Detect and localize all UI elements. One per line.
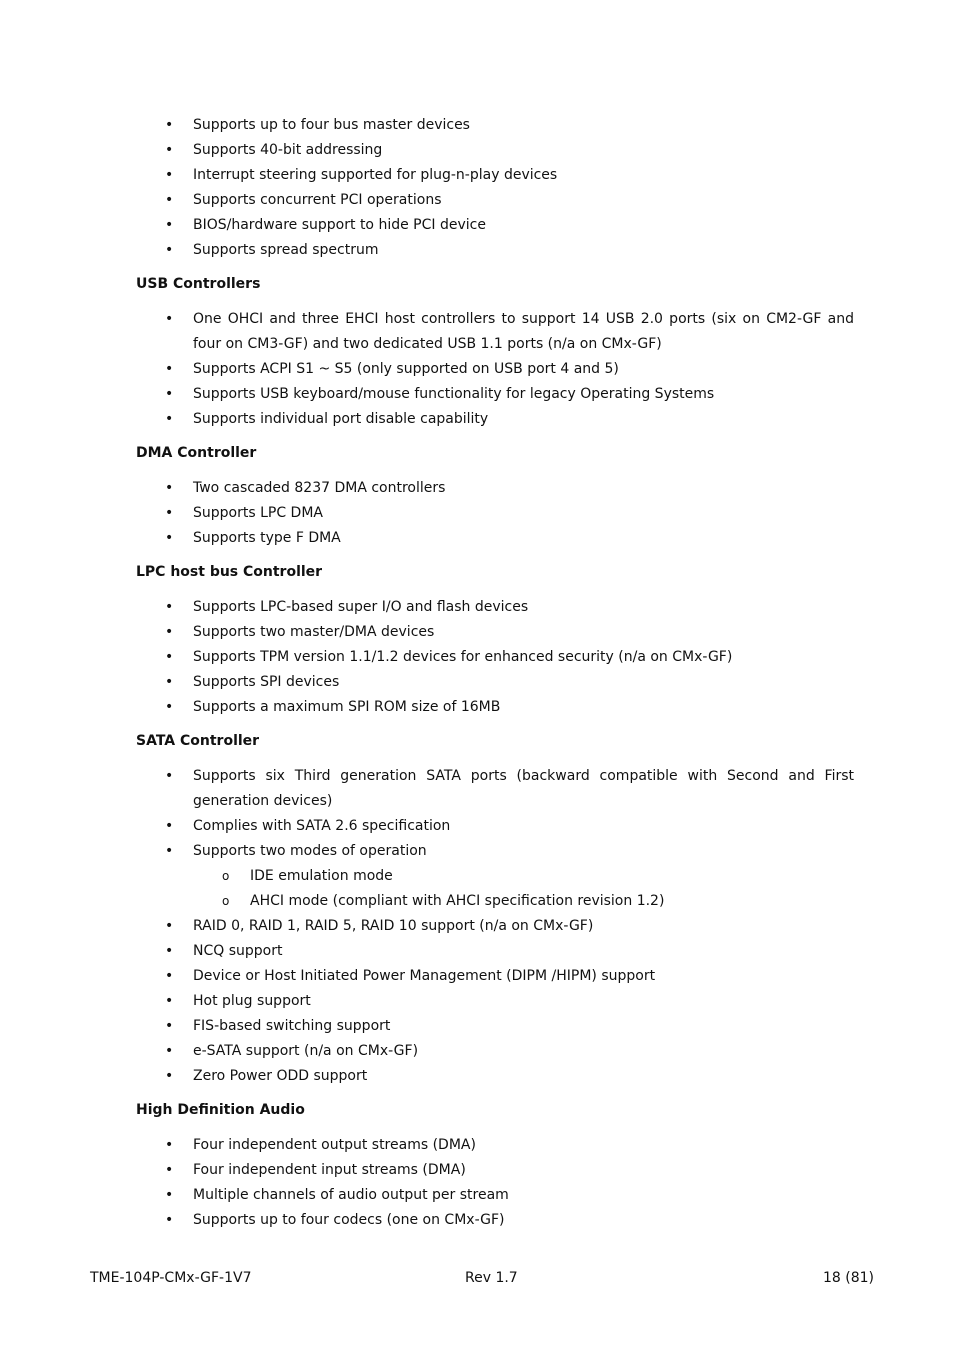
section-heading: USB Controllers (136, 276, 261, 292)
list-item-text: Supports individual port disable capability (193, 411, 489, 427)
bullet-icon: • (165, 649, 174, 665)
list-item (136, 113, 854, 138)
list-item (136, 964, 854, 989)
list-item (136, 163, 854, 188)
page-footer (90, 1267, 874, 1289)
bullet-icon: • (165, 167, 174, 183)
list-item-text: Complies with SATA 2.6 specification (193, 818, 451, 834)
list-item (136, 1208, 854, 1233)
list-item (136, 501, 854, 526)
circle-bullet-icon: o (222, 894, 230, 908)
section-heading: DMA Controller (136, 445, 257, 461)
list-item (136, 382, 854, 407)
list-item-text: Supports up to four codecs (one on CMx-GF) (193, 1212, 505, 1228)
bullet-icon: • (165, 117, 174, 133)
list-item (136, 764, 854, 814)
list-item (136, 814, 854, 839)
list-item (136, 357, 854, 382)
list-item (136, 939, 854, 964)
list-item (136, 989, 854, 1014)
bullet-icon: • (165, 968, 174, 984)
bullet-icon: • (165, 818, 174, 834)
bullet-icon: • (165, 242, 174, 258)
sub-list-item (136, 864, 854, 889)
list-item-text: Supports TPM version 1.1/1.2 devices for enhanced security (n/a on CMx-GF) (193, 649, 733, 665)
list-item (136, 839, 854, 864)
bullet-icon: • (165, 918, 174, 934)
list-item-text: Two cascaded 8237 DMA controllers (193, 480, 446, 496)
bullet-icon: • (165, 699, 174, 715)
list-item-text: Supports SPI devices (193, 674, 340, 690)
bullet-icon: • (165, 1043, 174, 1059)
list-item (136, 238, 854, 263)
list-item-text: Multiple channels of audio output per stream (193, 1187, 509, 1203)
section-heading: LPC host bus Controller (136, 564, 323, 580)
sub-list-item (136, 889, 854, 914)
list-item (136, 1014, 854, 1039)
bullet-icon: • (165, 192, 174, 208)
list-item (136, 526, 854, 551)
list-item (136, 670, 854, 695)
list-item (136, 1039, 854, 1064)
footer-doc-id: TME-104P-CMx-GF-1V7 (90, 1270, 252, 1286)
list-item-text: Supports 40-bit addressing (193, 142, 383, 158)
section-heading: SATA Controller (136, 733, 260, 749)
footer-revision: Rev 1.7 (465, 1270, 518, 1286)
list-item-text: Four independent input streams (DMA) (193, 1162, 466, 1178)
list-item-text: Zero Power ODD support (193, 1068, 368, 1084)
list-item-text: Interrupt steering supported for plug-n-play devices (193, 167, 558, 183)
bullet-icon: • (165, 361, 174, 377)
list-item-text: IDE emulation mode (250, 868, 393, 884)
list-item (136, 595, 854, 620)
list-item (136, 1158, 854, 1183)
list-item-text: e-SATA support (n/a on CMx-GF) (193, 1043, 419, 1059)
list-item (136, 307, 854, 357)
bullet-icon: • (165, 386, 174, 402)
bullet-icon: • (165, 1018, 174, 1034)
circle-bullet-icon: o (222, 869, 230, 883)
bullet-icon: • (165, 599, 174, 615)
bullet-icon: • (165, 311, 174, 327)
bullet-icon: • (165, 1187, 174, 1203)
bullet-icon: • (165, 1068, 174, 1084)
list-item (136, 407, 854, 432)
list-item (136, 476, 854, 501)
list-item-text: Supports type F DMA (193, 530, 341, 546)
list-item-text: Supports a maximum SPI ROM size of 16MB (193, 699, 501, 715)
list-item (136, 620, 854, 645)
list-item-text: Supports up to four bus master devices (193, 117, 470, 133)
list-item (136, 695, 854, 720)
list-item-text: Supports two master/DMA devices (193, 624, 435, 640)
list-item (136, 1133, 854, 1158)
list-item-text: RAID 0, RAID 1, RAID 5, RAID 10 support (n/a on CMx-GF) (193, 918, 594, 934)
list-item (136, 645, 854, 670)
list-item-text: Supports USB keyboard/mouse functionality for legacy Operating Systems (193, 386, 715, 402)
bullet-icon: • (165, 674, 174, 690)
bullet-icon: • (165, 1212, 174, 1228)
list-item-text: Supports LPC-based super I/O and flash devices (193, 599, 529, 615)
bullet-icon: • (165, 1162, 174, 1178)
list-item-text: AHCI mode (compliant with AHCI specification revision 1.2) (250, 893, 665, 909)
bullet-icon: • (165, 624, 174, 640)
bullet-icon: • (165, 411, 174, 427)
list-item-text: One OHCI and three EHCI host controllers to support 14 USB 2.0 ports (six on CM2-GF and four on CM3-GF) and two dedicated USB 1.1 ports (n/a on CMx-GF) (193, 311, 854, 352)
list-item (136, 914, 854, 939)
list-item-text: Supports spread spectrum (193, 242, 379, 258)
list-item (136, 1064, 854, 1089)
list-item (136, 213, 854, 238)
list-item-text: Four independent output streams (DMA) (193, 1137, 476, 1153)
bullet-icon: • (165, 1137, 174, 1153)
list-item (136, 188, 854, 213)
list-item-text: BIOS/hardware support to hide PCI device (193, 217, 486, 233)
list-item-text: Supports concurrent PCI operations (193, 192, 442, 208)
bullet-icon: • (165, 768, 174, 784)
list-item-text: NCQ support (193, 943, 283, 959)
bullet-icon: • (165, 480, 174, 496)
list-item-text: Device or Host Initiated Power Management (DIPM /HIPM) support (193, 968, 656, 984)
list-item-text: Supports two modes of operation (193, 843, 427, 859)
bullet-icon: • (165, 993, 174, 1009)
bullet-icon: • (165, 843, 174, 859)
list-item-text: Supports LPC DMA (193, 505, 323, 521)
list-item-text: Supports six Third generation SATA ports (backward compatible with Second and First generation devices) (193, 768, 854, 809)
list-item-text: Hot plug support (193, 993, 311, 1009)
footer-page-number: 18 (81) (822, 1270, 874, 1286)
bullet-icon: • (165, 530, 174, 546)
section-heading: High Definition Audio (136, 1102, 305, 1118)
page-content (136, 113, 854, 1233)
list-item (136, 138, 854, 163)
list-item-text: FIS-based switching support (193, 1018, 391, 1034)
bullet-icon: • (165, 217, 174, 233)
list-item-text: Supports ACPI S1 ~ S5 (only supported on USB port 4 and 5) (193, 361, 619, 377)
bullet-icon: • (165, 943, 174, 959)
list-item (136, 1183, 854, 1208)
bullet-icon: • (165, 142, 174, 158)
bullet-icon: • (165, 505, 174, 521)
